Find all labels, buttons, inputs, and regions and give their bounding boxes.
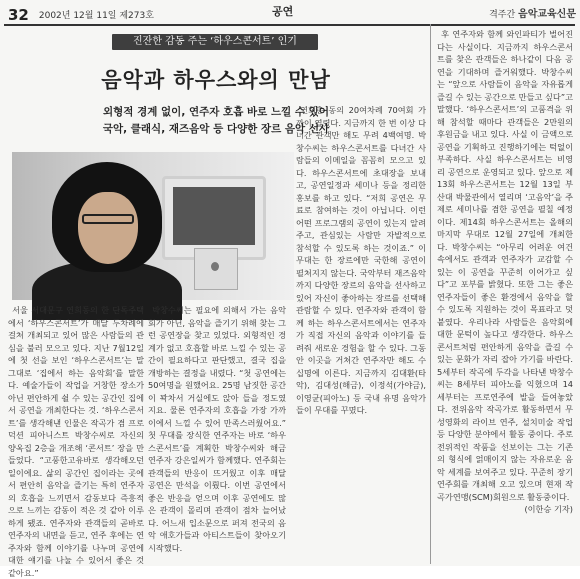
article-column-2 — [148, 304, 286, 562]
paper-name-title: 음악교육신문 — [518, 9, 576, 20]
paper-name-prefix: 격주간 — [489, 10, 516, 20]
column-rule — [430, 24, 431, 564]
paper-name — [489, 5, 576, 20]
issue-info: 2002년 12월 11일 제273호 — [38, 11, 154, 21]
column-2-text: 박창수씨는 필요에 의해서 가는 음악회가 아닌, 음악을 즐기기 위해 찾는 그런 공연장을 찾고 있었다. 외형적인 경계가 없고 호흡할 바로 느낄 수 있는 공간이 필요하다고 판단했고, 결국 집을 개방하는 결정을 내렸다. “첫 공연에는 50여명을 원했어요. 25명 남짓한 공간이 꽉차서 거실에도 앉아 들을 정도였지요. 물론 연주자의 호흡을 가장 가까이에서 느낄 수 있어 만족스러웠어요.” 첫 무대를 장식한 연주자는 바로 ‘하우스콘서트’를 계획한 박창수씨와 해금 연주자 강은일씨가 함께했다. 연주회는 관객들의 반응이 뜨거웠고 이후 매달 공연은 만석을 이뤘다. 이번 공연에서 좋은 반응을 얻으며 이후 공연에도 많은 관객이 몰리며 관객이 점차 늘어났다. 어느새 입소문으로 퍼져 전국의 음악 애호가들과 아티스트들이 찾아오기 시작했다. — [148, 305, 286, 553]
headline: 음악과 하우스와의 만남 — [101, 68, 331, 92]
column-4-text: 후 연주자와 함께 와인파티가 벌어진다는 사실이다. 지금까지 하우스콘서트를 찾은 관객들은 하나같이 다음 공연을 기대하며 즐거워했다. 박창수씨는 “앞으로 사람들이 음악을 자유롭게 즐길 수 있는 공간으로 만들고 싶다”고 말했다. ‘하우스콘서트’의 고품격을 위해 참석할 때마다 관객들은 2만원의 후원금을 내고 있다. 사실 이 금액으로 공연을 기획하고 진행하기에는 턱없이 부족하다. 사실 하우스콘서트는 비영리 공연으로 운영되고 있다. 앞으로 제13회 하우스콘서트는 12월 13일 부산대 박물관에서 열리며 ‘고음악’을 주제로 세미나를 겸한 공연을 펼칠 예정이다. 제14회 하우스콘서트는 올해의 마지막 무대로 12월 27일에 개최한다. 박창수씨는 “아무리 어려운 여건 속에서도 관객과 연주자가 교감할 수 있는 이 공연을 꾸준히 이어가고 싶다”고 포부를 밝혔다. 또한 그는 좋은 연주자들이 좋은 환경에서 음악을 할 수 있도록 지원하는 것이 목표라고 덧붙였다. 우리나라 사람들은 음악회에 대한 문턱이 높다고 생각한다. 하우스콘서트처럼 편안하게 음악을 즐길 수 있는 문화가 자리 잡아 가기를 바란다. 5세부터 작곡에 두각을 나타낸 박창수씨는 8세부터 피아노를 익혔으며 14세부터는 프로연주에 발을 들여놓았다. 전위음악 작곡가로 활동하면서 무성영화의 라이브 연주, 설치미술 작업 등 다양한 분야에서 활동 중이다. 주로 전위적인 작품을 선보이는 그는 기존의 형식에 얽매이지 않는 자유로운 음악 세계를 보여주고 있다. 꾸준히 장기연주회를 개최해 오고 있으며 현재 작곡가연맹(SCM)회원으로 활동중이다. — [437, 29, 573, 502]
subhead-2: 국악, 클래식, 재즈음악 등 다양한 장르 음악 선사 — [102, 123, 330, 135]
photo-person-glasses — [82, 214, 134, 224]
article-photo — [12, 152, 294, 300]
article-column-4 — [437, 28, 573, 558]
article-column-3 — [296, 104, 426, 562]
photo-screen — [173, 187, 255, 245]
byline: (이한승 기자) — [524, 504, 573, 514]
kicker-banner: 진잔한 감동 주는 ‘하우스콘서트’ 인기 — [112, 34, 318, 50]
column-1-text: 서울 서대문구 연희동의 한 단독주택에서 ‘하우스콘서트’가 매달 두차례에 걸쳐 개최되고 있어 많은 사람들의 관심을 불러 모으고 있다. 지난 7월12일에 첫 선을 보인 ‘하우스콘서트’는 말그대로 ‘집에서 하는 음악회’를 말한다. 예술가들이 작업을 거창한 장소가 아닌 편안하게 쉴 수 있는 공간인 집에서 공연을 개최한다는 것. ‘하우스콘서트’를 생각해낸 인물은 작곡가 겸 프로덕션 피아니스트 박창수씨로 자신의 양옥집 2층을 개조해 ‘콘서트’ 장을 만들었다. “고풍한고유바로 생각해오던 일이에요. 삶의 공간인 집이라는 곳에서 편안히 음악을 즐기는 특히 연주자의 호흡을 느끼면서 감동보다 즉흥적으로 느끼는 감동이 적은 것 같아 이루하게 됐죠. 연주자와 관객들의 곧바로 연주자의 내면을 듣고, 연주 후에는 연주자와 함께 이야기를 나누며 공연에 대한 얘기를 나눌 수 있어서 좋은 것 같아요.” — [8, 305, 144, 578]
section-label: 공연 — [272, 5, 294, 18]
column-3-text: 연희총 동의 20여차례 70여회 가까이 열렸다. 지금까지 한 번 이상 다녀간 관객만 해도 무려 4백여명. 박창수씨는 하우스콘서트를 다녀간 사람들의 이메일을 꼼꼼히 모으고 있다. 하우스콘서트에 초대장을 보내고, 공연일정과 세미나 등을 정리한 홍보를 하고 있다. “저희 공연은 무료로 참여하는 것이 아닙니다. 이런 어떤 프로그램의 공연이 있는지 알려주고, 관심있는 사람만 자발적으로 참석할 수 있도록 하는 것이죠.” 이 무대는 한 장르에만 국한해 공연이 펼쳐지지 않는다. 국악부터 재즈음악 까지 다양한 장르의 음악을 선사하고 있어 자신이 좋아하는 장르를 선택해 관람할 수 있다. 연주자와 관객이 함께 하는 하우스콘서트에서는 연주자가 직접 자신의 음악과 이야기를 들려줘 새로운 경험을 할 수 있다. 그동안 이곳을 거쳐간 연주자만 해도 수십명에 이른다. 지금까지 김대환(타악), 김대성(해금), 이정석(가야금), 이영균(피아노) 등 국내 유명 음악가들이 무대를 꾸몄다. — [296, 105, 426, 415]
page-number: 32 — [8, 6, 29, 24]
subhead-1: 외형적 경계 없이, 연주자 호흡 바로 느낄 수 있어 — [103, 106, 329, 118]
article-column-1 — [8, 304, 144, 578]
photo-person-face — [78, 192, 138, 264]
photo-logo — [211, 262, 219, 271]
